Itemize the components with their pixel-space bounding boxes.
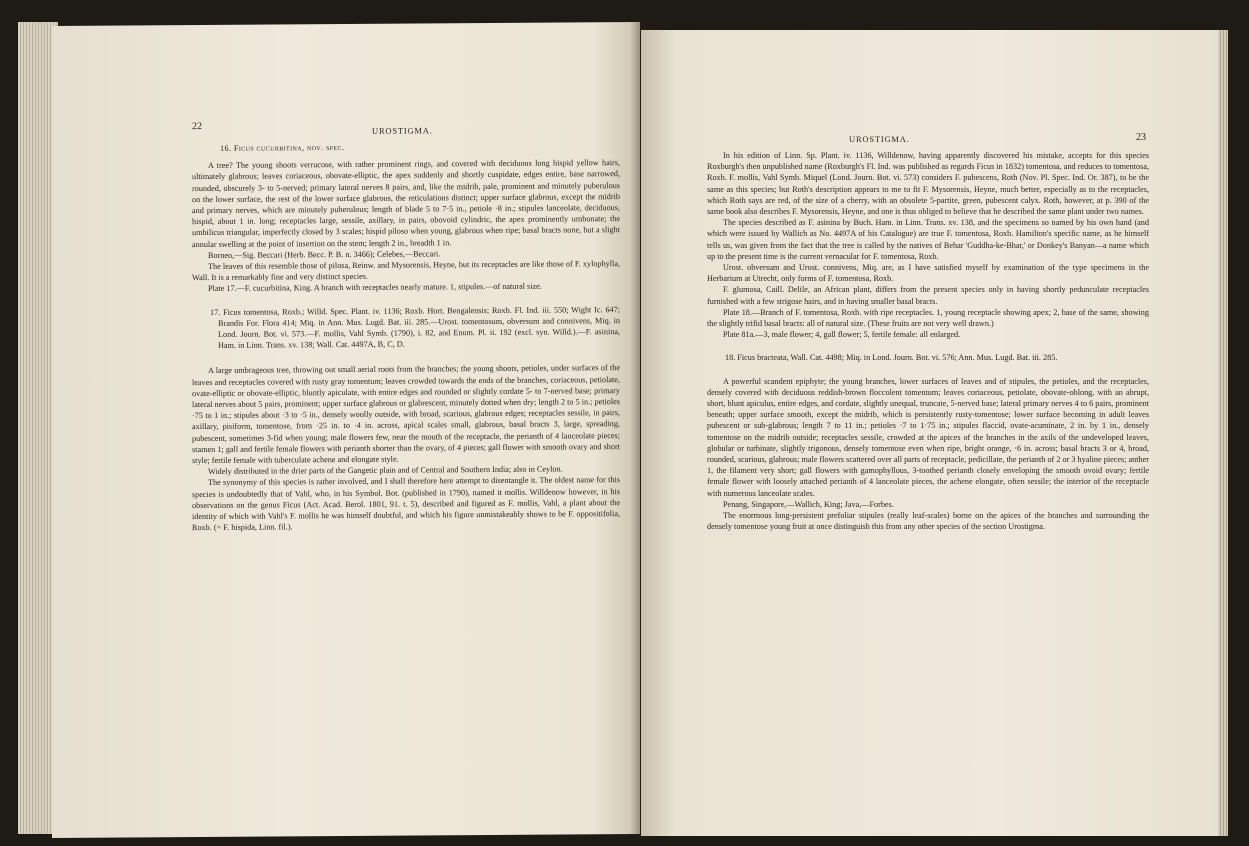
species-16-description: A tree? The young shoots verrucose, with rather prominent rings, and covered with deciduous long hispid yellow hairs, ultimately glabrous; leaves coriaceous, obovate-elliptic, the apex suddenly and shortly cuspidate, edges entire, base narrowed, rounded, obscurely 3- to 5-nerved; primary lateral nerves 8 pairs, and, like the midrib, pale, prominent and minutely puberulous on the lower surface, the rest of the lower surface glabrous, the reticulations distinct; upper surface glabrous, except the midrib and primary nerves, which are minutely puberulous; length of blade 5 to 7·5 in., petiole ·8 in.; stipules lanceolate, deciduous, hispid, about 1 in. long; receptacles large, sessile, axillary, in pairs, obovoid cylindric, the apex prominently umbonate; the umbilicus triangular, imperfectly closed by 3 scales; hispid piloso when young, glabrous when ripe; basal bracts none, but a slight annular swelling at the point of insertion on the stem; length 2 in., breadth 1 in. [192,158,620,249]
page-number: 22 [192,121,202,133]
paragraph-4: F. glumosa, Caill. Delile, an African plant, differs from the present species only in having shortly pedunculate receptacles furnished with a few strigose hairs, and in having smaller basal bracts. [707,285,1149,306]
plate-81-caption: Plate 81a.—3, male flower; 4, gall flower; 5, fertile female: all enlarged. [723,330,961,340]
species-17-distribution: Widely distributed in the drier parts of the Gangetic plain and of Central and Southern India; also in Ceylon. [208,464,563,477]
species-18-note: The enormous long-persistent prefoliar stipules (really leaf-scales) borne on the apices of the branches and surrounding the densely tomentose young fruit at once distinguish this from any other species of the section Urostigma. [707,511,1149,532]
paragraph-3: Urost. obversum and Urost. connivens, Miq. are, as I have satisfied myself by examination of the type specimens in the Herbarium at Utrecht, only forms of F. tomentosa, Roxb. [707,263,1149,284]
species-16-heading: 16. Ficus cucurbitina, nov. spec. [220,143,345,153]
species-18-description: A powerful scandent epiphyte; the young branches, lower surfaces of leaves and of stipules, the petioles, and the receptacles, densely covered with deciduous reddish-brown floccolent tomentum; leaves coriaceous, petiolate, obovate-oblong, with an abrupt, short, blunt apiculus, entire edges, and cordate, slightly unequal, truncate, 5-nerved base; lateral primary nerves 4 to 6 pairs, prominent beneath; upper surface smooth, except the midrib, which is persistently rusty-tomentose; lower surface becoming in adult leaves pubescent or sub-glabrous; length 7 to 11 in.; petioles ·7 to 1·75 in.; stipules flaccid, ovate-acuminate, 2 in. by 1 in., densely tomentose on the midrib outside; receptacles sessile, crowded at the apices of the branches in the axils of the undeveloped leaves, globular or turbinate, slightly trigonous, densely tomentose even when ripe, bright orange, ·6 in. across; basal bracts 3 or 4, broad, rounded, scarious, glabrous; male flowers scattered over all parts of receptacle, pedicillate, the perianth of 2 or 3 hyaline pieces; anther 1, the filament very short; gall flowers with gamophyllous, 3-toothed perianth closely enveloping the smooth ovoid ovary; fertile female flower with loosely attached perianth of 4 lanceolate pieces, the achene elongate, often sessile; the interior of the receptacle with numerous lanceolate scales. [707,376,1149,498]
species-16-note: The leaves of this resemble those of pilosa, Reinw. and Mysorensis, Heyne, but its receptacles are like those of F. xylophylla, Wall. It is a remarkably fine and very distinct species. [192,259,620,283]
plate-18-caption: Plate 18.—Branch of F. tomentosa, Roxb. with ripe receptacles. 1, young receptacle showing apex; 2, base of the same, showing the slightly trifid basal bracts: all of natural size. (These fruits are not very well drawn.) [707,307,1149,329]
species-16-localities: Borneo,—Sig. Beccari (Herb. Becc. P. B. n. 3466); Celebes,—Beccari. [208,249,441,260]
right-text-column [707,150,1149,533]
species-18-heading: 18. Ficus bracteata, Wall. Cat. 4498; Miq. in Lond. Journ. Bot. vi. 576; Ann. Mus. Lugd. Bat. iii. 285. [725,353,1058,363]
species-16-plate: Plate 17.—F. cucurbitina, King. A branch with receptacles nearly mature. 1, stipules.—of natural size. [208,282,542,294]
species-17-heading: 17. Ficus tomentosa, Roxb.; Willd. Spec. Plant. iv. 1136; Roxb. Hort. Bengalensis; Roxb. Fl. Ind. iii. 550; Wight Ic. 647; Brandis For. Flora 414; Miq. in Ann. Mus. Lugd. Bat. iii. 285.—Urost. tomentosum, obversum and connivens, Miq. in Lond. Journ. Bot. vi. 573.—F. mollis, Vahl Symb. (1790), i. 82, and Enum. Pl. ii. 192 (excl. syn. Willd.).—F. asinina, Ham. in Linn. Trans. xv. 138; Wall. Cat. 4497A, B, C, D. [210,304,620,351]
left-text-column [192,140,620,533]
left-page [52,22,640,838]
species-17-description: A large umbrageous tree, throwing out small aerial roots from the branches; the young shoots, petioles, under surfaces of the leaves and receptacles covered with rusty gray tomentum; leaves crowded towards the ends of the branches, coriaceous, petiolate, ovate-elliptic or obovate-elliptic, bluntly apiculate, with entire edges and rounded or slightly cordate 5- to 7-nerved base; primary lateral nerves about 5 pairs, prominent; upper surface glabrous or glabrescent, minutely dotted when dry; length 2 to 5 in.; petioles ·75 to 1 in.; stipules about ·3 to ·5 in., densely woolly outside, with broad, scarious, glabrous edges; receptacles sessile, in pairs, axillary, pisiform, tomentose, from ·25 in. to ·4 in. across, apical scales small, glabrous, basal bracts 3, large, spreading, pubescent, sometimes 3-fid when young; male flowers few, near the mouth of the receptacle, the perianth of 4 lanceolate pieces; stamen 1; gall and fertile female flowers with perianth shorter than the ovary, of 4 pieces; gall flower with smooth ovary and short style; fertile female with tuberculate achene and elongate style. [192,363,620,466]
running-head: UROSTIGMA. [849,134,910,144]
paragraph-1: In his edition of Linn. Sp. Plant. iv. 1136, Willdenow, having apparently discovered his mistake, accepts for this species Roxburgh's then unpublished name (Roxburgh's Fl. Ind. was published as regards Ficus in 1832) tomentosa, and reduces to tomentosa, Roxb. F. mollis, Vahl Symb. Miquel (Lond. Journ. Bot. vi. 573) considers F. pubescens, Roth (Nov. Pl. Spec. Ind. Or. 387), to be the same as this species; but Roth's description appears to me to fit F. Mysorensis, Heyne, much better, especially as to the receptacles, which Roth says are red, of the size of a cherry, with an obsolete 5-partite, green, pubescent calyx. Roth, however, at p. 390 of the same book also describes F. Mysorensis, Heyne, and one is thus obliged to believe that he described the same plant under two names. [707,151,1149,217]
paragraph-2: The species described as F. asinina by Buch. Ham. in Linn. Trans. xv. 138, and the specimens so named by his own hand (and which were issued by Wallich as No. 4497A of his Catalogue) are true F. tomentosa, Roxb. Hamilton's specific name, as he himself tells us, was given from the fact that the tree is called by the natives of Behar 'Guddha-ke-Bhar,' or Donkey's Banyan—a name which up to the present time is the current vernacular for F. tomentosa, Roxb. [707,218,1149,261]
species-18-localities: Penang, Singapore,—Wallich, King; Java,—Forbes. [723,499,894,509]
running-head: UROSTIGMA. [372,125,433,136]
page-edges-right [1218,30,1228,836]
species-17-synonymy: The synonymy of this species is rather involved, and I shall therefore here attempt to disentangle it. The oldest name for this species is undoubtedly that of Vahl, who, in his Symbol. Bot. (published in 1790), named it mollis. Willdenow however, in his observations on the genus Ficus (Act. Acad. Berol. 1801, 91. t. 5), described and figured as F. mollis, Vahl, a plant about the identity of which with Vahl's F. mollis he was himself doubtful, and which his figure unmistakeably shows to be F. oppositifolia, Roxb. (= F. hispida, Linn. fil.). [192,475,620,533]
page-number: 23 [1136,132,1146,143]
right-page [641,30,1223,836]
